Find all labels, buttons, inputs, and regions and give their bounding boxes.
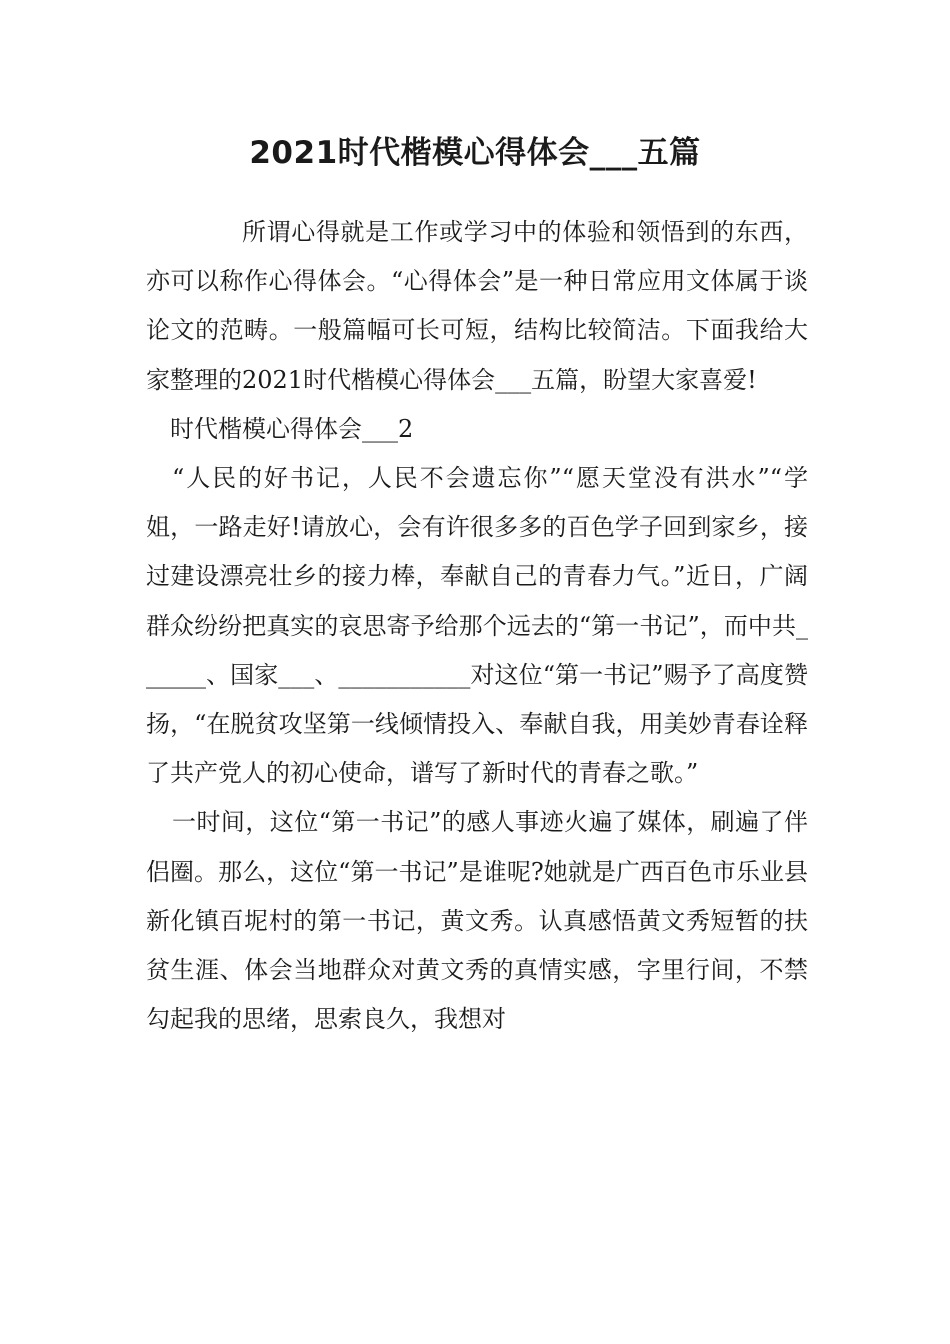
section-heading: 时代楷模心得体会___2 (170, 414, 414, 443)
body-paragraph: 一时间，这位“第一书记”的感人事迹火遍了媒体，刷遍了伴侣圈。那么，这位“第一书记”是谁呢?她就是广西百色市乐业县新化镇百坭村的第一书记，黄文秀。认真感悟黄文秀短暂的扶贫生涯、体会当地群众对黄文秀的真情实感，字里行间，不禁勾起我的思绪，思索良久，我想对 (146, 808, 808, 1034)
document-title: 2021时代楷模心得体会___五篇 (249, 135, 701, 171)
intro-paragraph: 所谓心得就是工作或学习中的体验和领悟到的东西，亦可以称作心得体会。“心得体会”是一种日常应用文体属于谈论文的范畴。一般篇幅可长可短，结构比较简洁。下面我给大家整理的2021时代楷模心得体会___五篇，盼望大家喜爱! (146, 218, 808, 394)
body-paragraph: “人民的好书记，人民不会遗忘你”“愿天堂没有洪水”“学姐，一路走好!请放心，会有许很多多的百色学子回到家乡，接过建设漂亮壮乡的接力棒，奉献自己的青春力气。”近日，广阔群众纷纷把真实的哀思寄予给那个远去的“第一书记”，而中共______、国家___、___________对这位“第一书记”赐予了高度赞扬，“在脱贫攻坚第一线倾情投入、奉献自我，用美妙青春诠释了共产党人的初心使命，谱写了新时代的青春之歌。” (146, 464, 808, 788)
document-body (146, 208, 808, 1044)
